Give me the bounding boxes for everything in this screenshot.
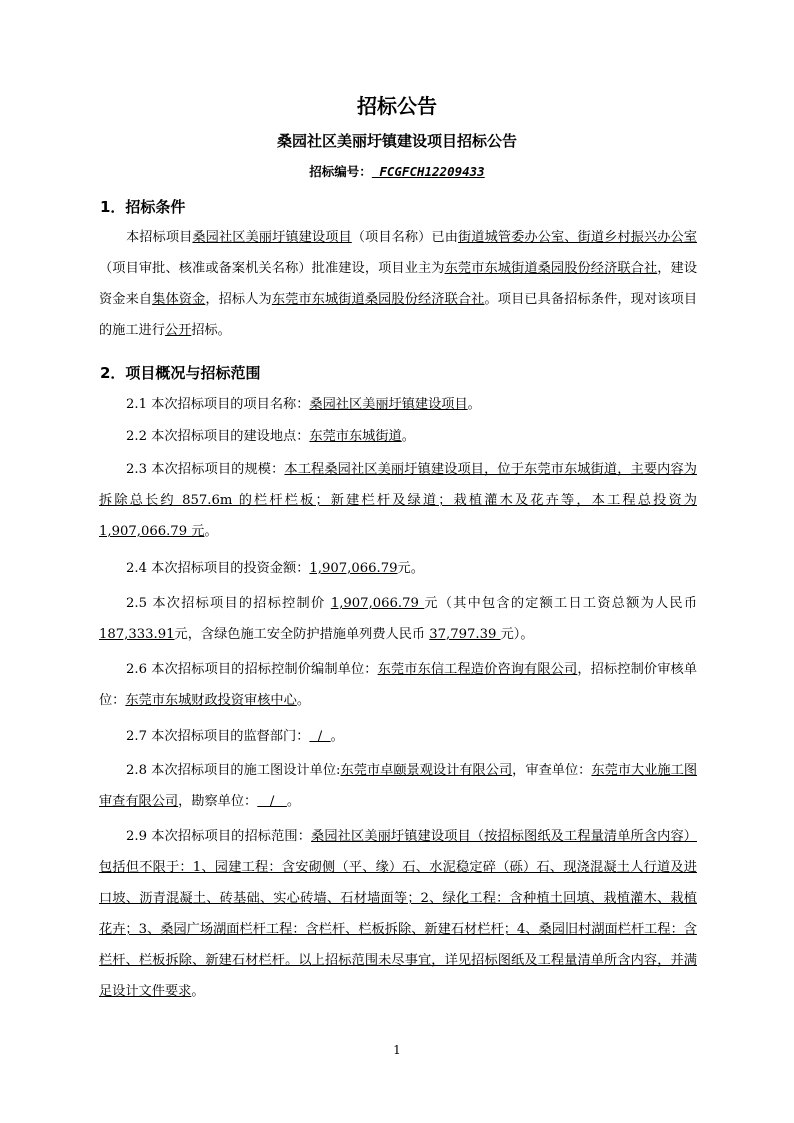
item-2-4	[99, 553, 697, 584]
text-run: 2.5 本次招标项目的招标控制价	[126, 596, 331, 611]
item-2-7	[99, 721, 697, 752]
text-run: 2.7 本次招标项目的监督部门：	[126, 729, 310, 744]
control-price-value: 1,907,066.79	[330, 596, 425, 611]
investment-amount-value: 1,907,066.79	[309, 561, 398, 576]
location-value: 东莞市东城街道	[309, 429, 402, 444]
text-run: 。	[191, 984, 205, 999]
text-run: 2.3 本次招标项目的规模：	[126, 462, 285, 477]
price-compiler-value: 东莞市东信工程造价咨询有限公司	[377, 662, 578, 677]
tenderer-field: 东莞市东城街道桑园股份经济联合社	[271, 292, 485, 307]
item-2-9	[99, 821, 697, 1007]
project-owner-field: 东莞市东城街道桑园股份经济联合社	[444, 261, 658, 276]
text-run: 2.9 本次招标项目的招标范围：	[126, 829, 312, 844]
text-run: （项目审批、核准或备案机关名称）批准建设，项目业主为	[99, 261, 445, 276]
section-1-paragraph	[99, 222, 697, 346]
funding-source-field: 集体资金	[152, 292, 206, 307]
section-1-heading: 1．招标条件	[100, 198, 186, 216]
item-2-6	[99, 654, 697, 716]
item-2-1	[99, 389, 697, 420]
price-reviewer-value: 东莞市东城财政投资审核中心	[125, 693, 297, 708]
scale-value: 本工程桑园社区美丽圩镇建设项目，位于东莞市东城街道，主要内容为拆除总长约 857.6m 的栏杆栏板；新建栏杆及绿道；栽植灌木及花卉等，本工程总投资为 1,907,066.79 元	[99, 462, 697, 539]
text-run: 。项目已具备招标条件，现对该项目的施工进行	[99, 292, 698, 338]
text-run: （项目名称）已由	[351, 230, 459, 245]
text-run: 2.4 本次招标项目的投资金额：	[126, 561, 310, 576]
project-name-value: 桑园社区美丽圩镇建设项目	[309, 397, 468, 412]
text-run: ，审查单位：	[512, 763, 592, 778]
wage-total-value: 187,333.91	[99, 627, 175, 642]
safety-fee-value: 37,797.39	[429, 627, 501, 642]
text-run: 。	[330, 729, 344, 744]
text-run: 。	[467, 397, 481, 412]
item-2-8	[99, 755, 697, 817]
section-2-heading: 2．项目概况与招标范围	[100, 364, 261, 382]
text-run: 2.8 本次招标项目的施工图设计单位:	[126, 763, 341, 778]
tender-code-label: 招标编号：	[309, 164, 372, 179]
text-run: ，勘察单位：	[178, 794, 258, 809]
item-2-5	[99, 588, 697, 650]
text-run: 元，含绿色施工安全防护措施单列费人民币	[174, 627, 430, 642]
text-run: 2.1 本次招标项目的项目名称：	[126, 397, 310, 412]
page-title: 招标公告	[357, 94, 437, 118]
item-2-3	[99, 454, 697, 547]
text-run: 。	[296, 693, 310, 708]
project-name-field: 桑园社区美丽圩镇建设项目	[192, 230, 352, 245]
approval-authority-field: 街道城管委办公室、街道乡村振兴办公室	[458, 230, 697, 245]
page-subtitle: 桑园社区美丽圩镇建设项目招标公告	[276, 132, 517, 150]
text-run: 元）。	[500, 627, 534, 642]
text-run: 2.2 本次招标项目的建设地点：	[126, 429, 310, 444]
text-run: ，招标人为	[205, 292, 272, 307]
text-run: 元（其中包含的定额工日工资总额为人民币	[424, 596, 698, 611]
review-unit-value: 东莞市大业施工图审查有限公司	[99, 763, 698, 809]
tender-method-field: 公开	[164, 323, 192, 338]
text-run: 本招标项目	[126, 230, 193, 245]
design-unit-value: 东莞市卓颐景观设计有限公司	[340, 763, 513, 778]
survey-unit-value: /	[257, 794, 287, 809]
text-run: 2.6 本次招标项目的招标控制价编制单位：	[126, 662, 378, 677]
text-run: ，建设资金来自	[99, 261, 698, 307]
item-2-2	[99, 421, 697, 452]
text-run: 。	[401, 429, 415, 444]
tender-code-line	[0, 162, 794, 180]
supervisor-value: /	[309, 729, 331, 744]
text-run: 。	[204, 524, 218, 539]
text-run: ，招标控制价审核单位：	[99, 662, 698, 708]
text-run: 招标。	[191, 323, 231, 338]
text-run: 元。	[397, 561, 424, 576]
page-number: 1	[393, 1043, 401, 1057]
tender-scope-value: 桑园社区美丽圩镇建设项目（按招标图纸及工程量清单所含内容）包括但不限于：1、园建工程：含安砌侧（平、缘）石、水泥稳定碎（砾）石、现浇混凝土人行道及进口坡、沥青混凝土、砖基础、实心砖墙、石材墙面等；2、绿化工程：含种植土回填、栽植灌木、栽植花卉；3、桑园广场湖面栏杆工程：含栏杆、栏板拆除、新建石材栏杆；4、桑园旧村湖面栏杆工程：含栏杆、栏板拆除、新建石材栏杆。以上招标范围未尽事宜，详见招标图纸及工程量清单所含内容，并满足设计文件要求	[99, 829, 697, 999]
tender-code-value: FCGFCH12209433	[371, 164, 485, 179]
text-run: 。	[286, 794, 301, 809]
